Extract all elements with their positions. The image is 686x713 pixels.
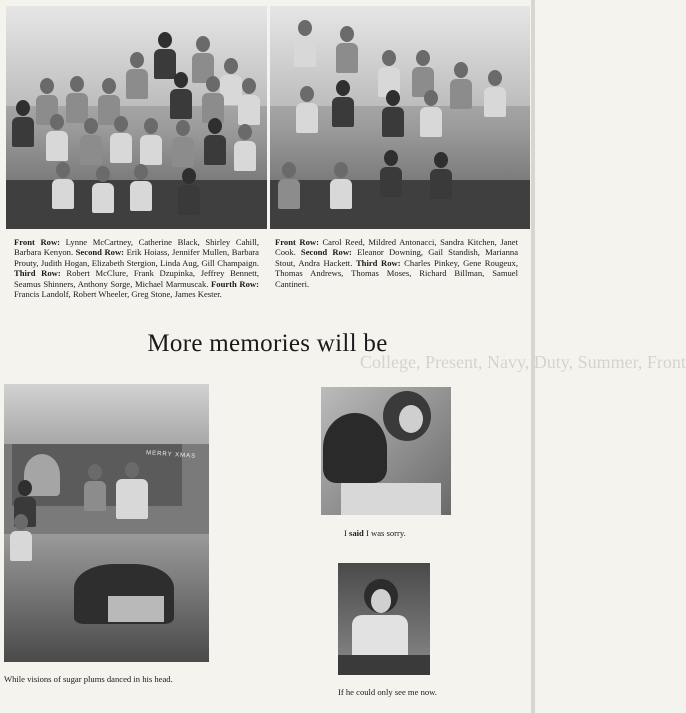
sorry-photo	[321, 387, 451, 515]
sorry-caption	[344, 528, 464, 538]
row-names: Lynne McCartney, Catherine Black, Shirley Cahill, Barbara Kenyon.	[14, 237, 259, 258]
classroom-caption: While visions of sugar plums danced in his head.	[4, 674, 173, 684]
row-label: Second Row:	[75, 247, 125, 258]
row-label: Front Row:	[14, 237, 61, 247]
row-label: Second Row:	[300, 247, 352, 258]
group-caption-left	[14, 237, 259, 299]
group-photo-left	[6, 6, 267, 229]
classroom-photo	[4, 384, 209, 662]
row-names: Eleanor Downing, Gail Standish, Marianna Stout, Andra Hackett.	[275, 247, 519, 268]
row-names: Francis Landolf, Robert Wheeler, Greg Stone, James Kester.	[14, 289, 222, 300]
row-names: Charles Pinkey, Gene Rougeux, Thomas Andrews, Thomas Moses, Richard Billman, Samuel Cantineri.	[275, 257, 518, 289]
wish-photo	[338, 563, 430, 675]
row-label: Fourth Row:	[211, 278, 259, 289]
caption-part: I was sorry.	[363, 528, 406, 538]
caption-emphasis: said	[349, 528, 364, 538]
row-names: Carol Reed, Mildred Antonacci, Sandra Kitchen, Janet Cook.	[275, 237, 518, 258]
caption-part: I	[344, 528, 350, 538]
row-names: Robert McClure, Frank Dzupinka, Jeffrey Bennett, Seamus Shinners, Anthony Sorge, Michael Marmuscak.	[14, 268, 259, 289]
group-photo-right	[270, 6, 530, 229]
row-label: Third Row:	[355, 257, 401, 268]
row-names: Erik Hoiass, Jennifer Mullen, Barbara Prouty, Judith Hogan, Elizabeth Stergion, Linda Aug, Gill Champaign.	[14, 247, 259, 268]
row-label: Front Row:	[275, 237, 319, 247]
wish-caption: If he could only see me now.	[338, 687, 437, 697]
bleed-through-text: College, Present, Navy, Duty, Summer, Front	[360, 352, 686, 372]
holiday-banner: MERRY XMAS	[145, 450, 197, 460]
page-heading: More memories will be	[147, 330, 388, 357]
row-label: Third Row:	[14, 268, 61, 279]
group-caption-right	[275, 237, 518, 289]
